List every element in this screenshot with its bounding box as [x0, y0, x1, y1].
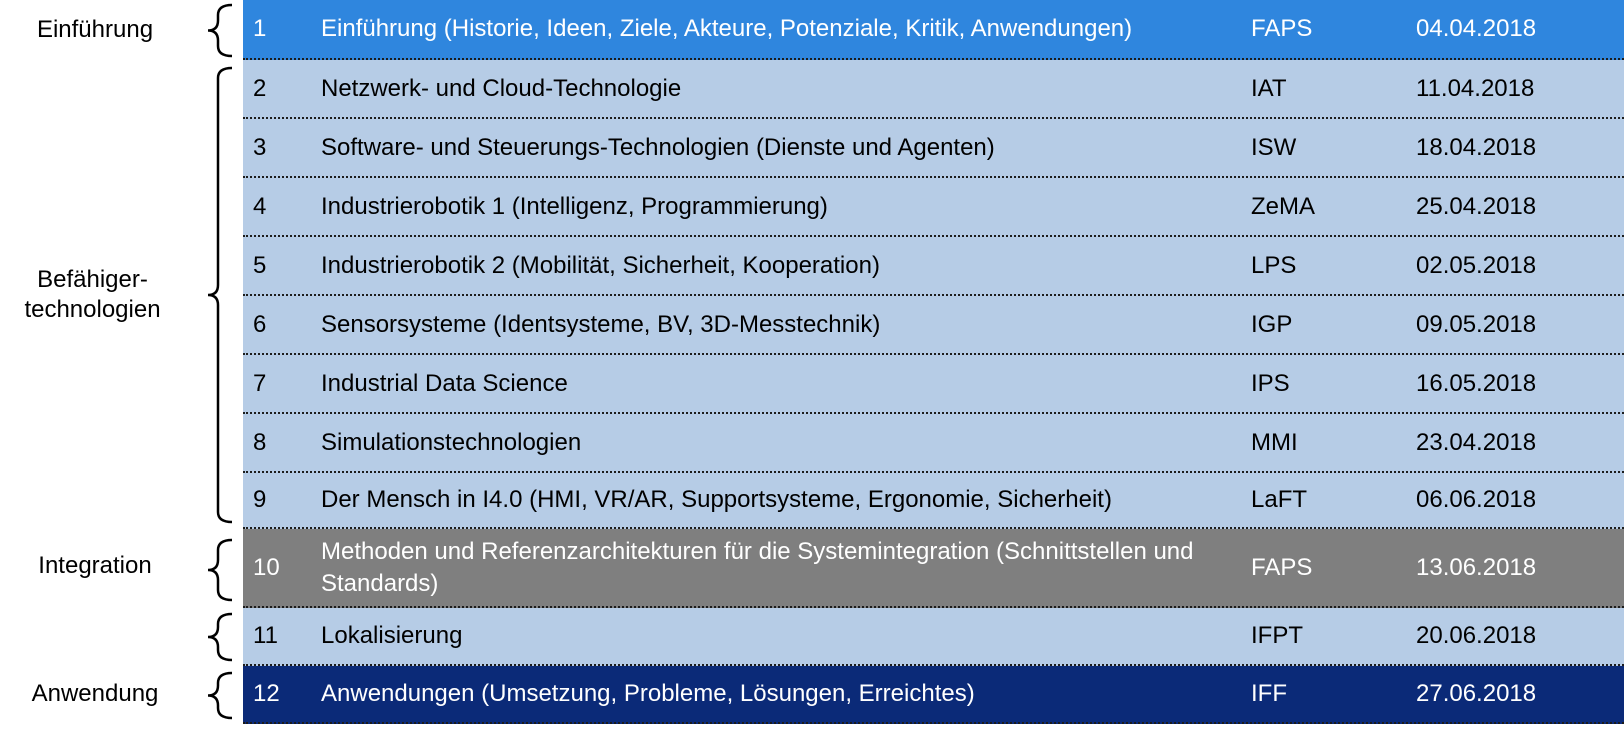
session-date: 18.04.2018 [1416, 133, 1537, 161]
table-row [243, 178, 1624, 237]
session-title: Industrierobotik 1 (Intelligenz, Programmierung) [321, 192, 828, 220]
session-institute: IFPT [1251, 622, 1303, 649]
session-title: Software- und Steuerungs-Technologien (Dienste und Agenten) [321, 133, 995, 161]
table-row [243, 0, 1624, 60]
session-institute: LaFT [1251, 486, 1308, 513]
table-row [243, 666, 1624, 724]
session-title: Methoden und Referenzarchitekturen für die Systemintegration (Schnittstellen und Standards) [321, 537, 1194, 597]
session-date: 23.04.2018 [1416, 428, 1537, 456]
session-institute: IFF [1251, 680, 1287, 707]
session-institute: FAPS [1251, 553, 1313, 581]
table-row [243, 473, 1624, 529]
session-title: Der Mensch in I4.0 (HMI, VR/AR, Supportsysteme, Ergonomie, Sicherheit) [321, 486, 1112, 513]
session-title: Netzwerk- und Cloud-Technologie [321, 74, 682, 102]
session-number: 6 [253, 310, 267, 338]
session-institute: IPS [1251, 369, 1290, 397]
session-number: 4 [253, 192, 267, 220]
group-label-einfuehrung: Einführung [36, 16, 154, 43]
session-title: Sensorsysteme (Identsysteme, BV, 3D-Messtechnik) [321, 310, 881, 338]
table-row [243, 355, 1624, 414]
brace-einfuehrung [208, 5, 232, 56]
session-title: Industrial Data Science [321, 369, 568, 397]
session-institute: MMI [1251, 428, 1298, 456]
session-title: Anwendungen (Umsetzung, Probleme, Lösungen, Erreichtes) [321, 680, 975, 707]
group-label-anwendung: Anwendung [31, 680, 159, 707]
session-institute: LPS [1251, 251, 1297, 279]
session-institute: IGP [1251, 310, 1293, 338]
session-date: 25.04.2018 [1416, 192, 1537, 220]
session-number: 1 [253, 15, 267, 42]
session-institute: IAT [1251, 74, 1287, 102]
session-date: 02.05.2018 [1416, 251, 1537, 279]
session-date: 16.05.2018 [1416, 369, 1537, 397]
table-row [243, 529, 1624, 608]
session-number: 10 [253, 553, 280, 581]
session-title: Industrierobotik 2 (Mobilität, Sicherheit, Kooperation) [321, 251, 880, 279]
session-institute: ISW [1251, 133, 1297, 161]
session-number: 11 [253, 622, 278, 649]
session-institute: FAPS [1251, 15, 1313, 42]
group-label-befaehigertechnologien: Befähiger- technologien [24, 266, 161, 323]
table-row [243, 237, 1624, 296]
brace-11 [208, 614, 232, 660]
brace-anwendung [208, 673, 232, 718]
brace-integration [208, 540, 232, 600]
session-number: 3 [253, 133, 267, 161]
session-number: 2 [253, 74, 267, 102]
session-date: 06.06.2018 [1416, 486, 1537, 513]
table-row [243, 296, 1624, 355]
table-row [243, 608, 1624, 666]
table-row [243, 119, 1624, 178]
session-title: Einführung (Historie, Ideen, Ziele, Akteure, Potenziale, Kritik, Anwendungen) [321, 15, 1133, 42]
group-label-integration: Integration [38, 552, 152, 579]
table-row [243, 414, 1624, 473]
session-number: 7 [253, 369, 267, 397]
session-title: Lokalisierung [321, 622, 463, 649]
session-institute: ZeMA [1251, 192, 1316, 220]
session-date: 09.05.2018 [1416, 310, 1537, 338]
session-number: 12 [253, 680, 280, 707]
session-date: 13.06.2018 [1416, 553, 1537, 581]
session-date: 04.04.2018 [1416, 15, 1537, 42]
brace-befaehigertechnologien [208, 68, 232, 522]
session-number: 8 [253, 428, 267, 456]
session-date: 11.04.2018 [1416, 74, 1535, 102]
table-row [243, 60, 1624, 119]
session-date: 20.06.2018 [1416, 622, 1537, 649]
session-title: Simulationstechnologien [321, 428, 582, 456]
session-date: 27.06.2018 [1416, 680, 1537, 707]
session-number: 9 [253, 486, 267, 513]
session-number: 5 [253, 251, 267, 279]
group-braces [0, 0, 250, 755]
